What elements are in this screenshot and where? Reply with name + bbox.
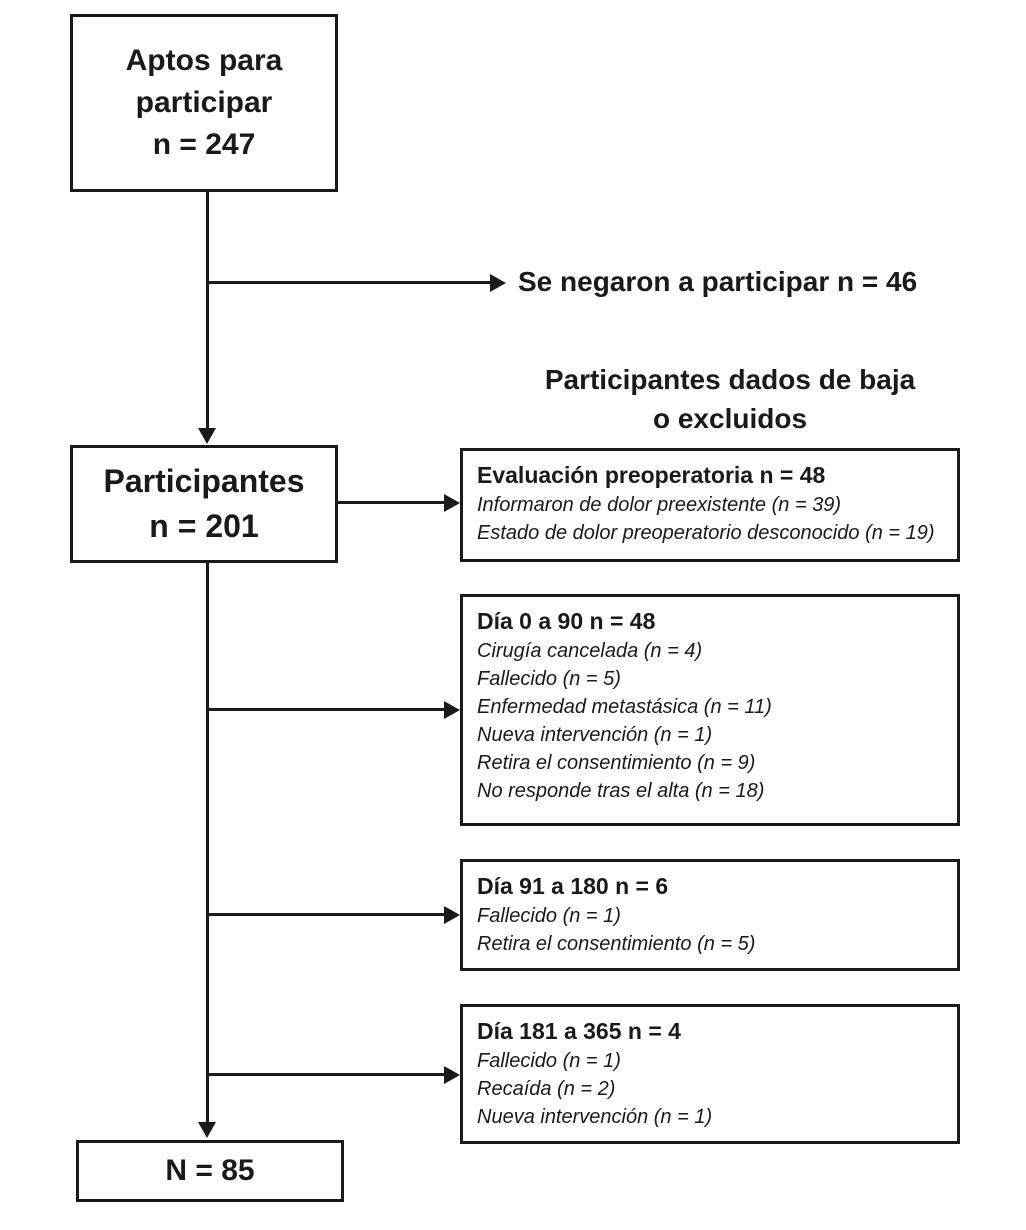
arrowhead-day0-90-icon [444,701,460,719]
exclusion-box-day91-180-title: Día 91 a 180 n = 6 [477,873,669,899]
exclusion-item: Retira el consentimiento (n = 9) [477,752,756,775]
connector-participants-to-final [206,563,209,1124]
exclusion-item: Fallecido (n = 5) [477,668,621,691]
connector-day181-365-branch [207,1073,446,1076]
arrowhead-day91-180-icon [444,906,460,924]
exclusion-box-day91-180 [460,859,960,971]
dropout-header [455,360,1005,438]
arrowhead-refused-icon [490,274,506,292]
eligible-box [70,14,338,192]
arrowhead-day181-365-icon [444,1066,460,1084]
dropout-header-line1: Participantes dados de baja [544,364,916,395]
arrowhead-preop-icon [444,494,460,512]
exclusion-box-day181-365-title: Día 181 a 365 n = 4 [477,1018,681,1044]
connector-preop-branch [338,501,446,504]
exclusion-item: Cirugía cancelada (n = 4) [477,640,703,663]
exclusion-item: Retira el consentimiento (n = 5) [477,933,756,956]
exclusion-box-preop-title: Evaluación preoperatoria n = 48 [477,462,826,488]
exclusion-item: Nueva intervención (n = 1) [477,1106,713,1129]
exclusion-item: Recaída (n = 2) [477,1078,616,1101]
exclusion-item: Fallecido (n = 1) [477,905,621,928]
exclusion-item: Nueva intervención (n = 1) [477,724,713,747]
exclusion-item: Enfermedad metastásica (n = 11) [477,696,772,719]
exclusion-item: Fallecido (n = 1) [477,1050,621,1073]
final-count: N = 85 [165,1154,255,1187]
final-box [76,1140,344,1202]
connector-day91-180-branch [207,913,446,916]
participants-count: n = 201 [149,508,259,544]
exclusion-box-day0-90-title: Día 0 a 90 n = 48 [477,608,656,634]
exclusion-box-day0-90 [460,594,960,826]
connector-eligible-to-participants [206,192,209,432]
exclusion-item: Estado de dolor preoperatorio desconocido (n = 19) [477,522,935,545]
connector-refused-branch [207,281,492,284]
exclusion-item: Informaron de dolor preexistente (n = 39) [477,494,842,517]
eligible-count: n = 247 [152,128,256,161]
exclusion-box-day181-365 [460,1004,960,1144]
arrowhead-into-final-icon [198,1122,216,1138]
arrowhead-into-participants-icon [198,428,216,444]
eligible-label: Aptos para participar [125,44,283,119]
refused-label: Se negaron a participar n = 46 [518,266,918,297]
participants-box [70,445,338,563]
participants-label: Participantes [103,463,305,500]
exclusion-box-preop [460,448,960,562]
exclusion-item: No responde tras el alta (n = 18) [477,780,765,803]
dropout-header-line2: o excluidos [652,403,808,435]
connector-day0-90-branch [207,708,446,711]
